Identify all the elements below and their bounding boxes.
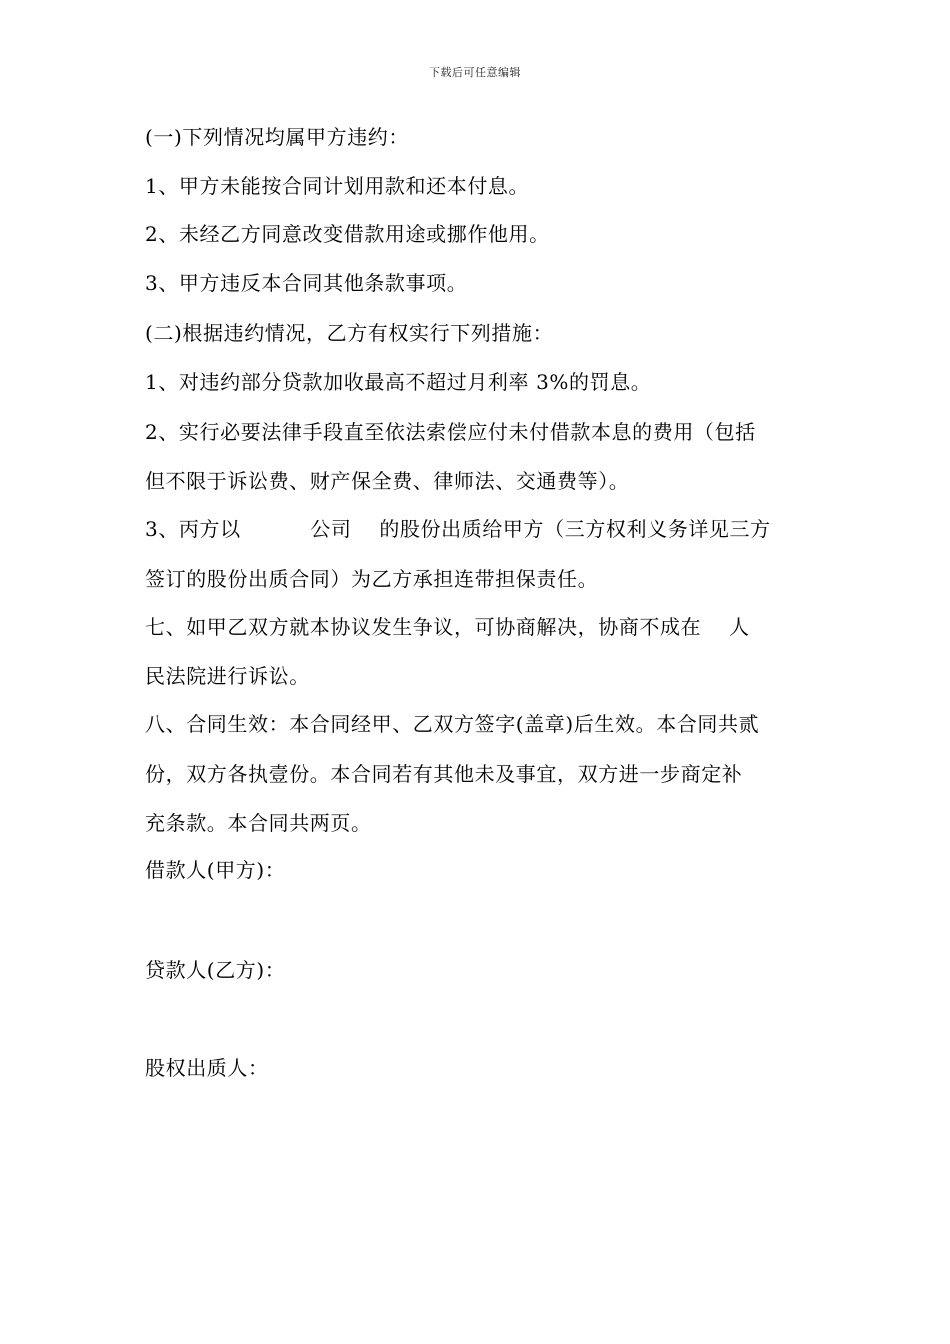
borrower-signature-label: 借款人(甲方)： [145,858,286,882]
pledgor-signature-label: 股权出质人： [145,1056,269,1080]
paragraph-line: 3、丙方以 公司 的股份出质给甲方（三方权利义务详见三方 [145,517,771,541]
paragraph-line: (一)下列情况均属甲方违约： [145,125,410,149]
paragraph-line: 1、对违约部分贷款加收最高不超过月利率 3%的罚息。 [145,370,652,394]
paragraph-line: 2、实行必要法律手段直至依法索偿应付未付借款本息的费用（包括 [145,420,756,444]
paragraph-line: 份，双方各执壹份。本合同若有其他未及事宜，双方进一步商定补 [145,762,743,786]
page-header: 下载后可任意编辑 [429,66,521,79]
paragraph-line: 1、甲方未能按合同计划用款和还本付息。 [145,174,530,198]
paragraph-line: 但不限于诉讼费、财产保全费、律师法、交通费等）。 [145,469,630,493]
paragraph-line: 2、未经乙方同意改变借款用途或挪作他用。 [145,222,550,246]
paragraph-line: 3、甲方违反本合同其他条款事项。 [145,271,468,295]
paragraph-line: (二)根据违约情况，乙方有权实行下列措施： [145,321,554,345]
paragraph-line: 充条款。本合同共两页。 [145,811,372,835]
paragraph-line: 签订的股份出质合同）为乙方承担连带担保责任。 [145,567,599,591]
paragraph-line: 七、如甲乙双方就本协议发生争议，可协商解决，协商不成在 人 [145,615,750,639]
paragraph-line: 八、合同生效：本合同经甲、乙双方签字(盖章)后生效。本合同共贰 [145,712,760,736]
paragraph-line: 民法院进行诉讼。 [145,664,310,688]
lender-signature-label: 贷款人(乙方)： [145,958,286,982]
